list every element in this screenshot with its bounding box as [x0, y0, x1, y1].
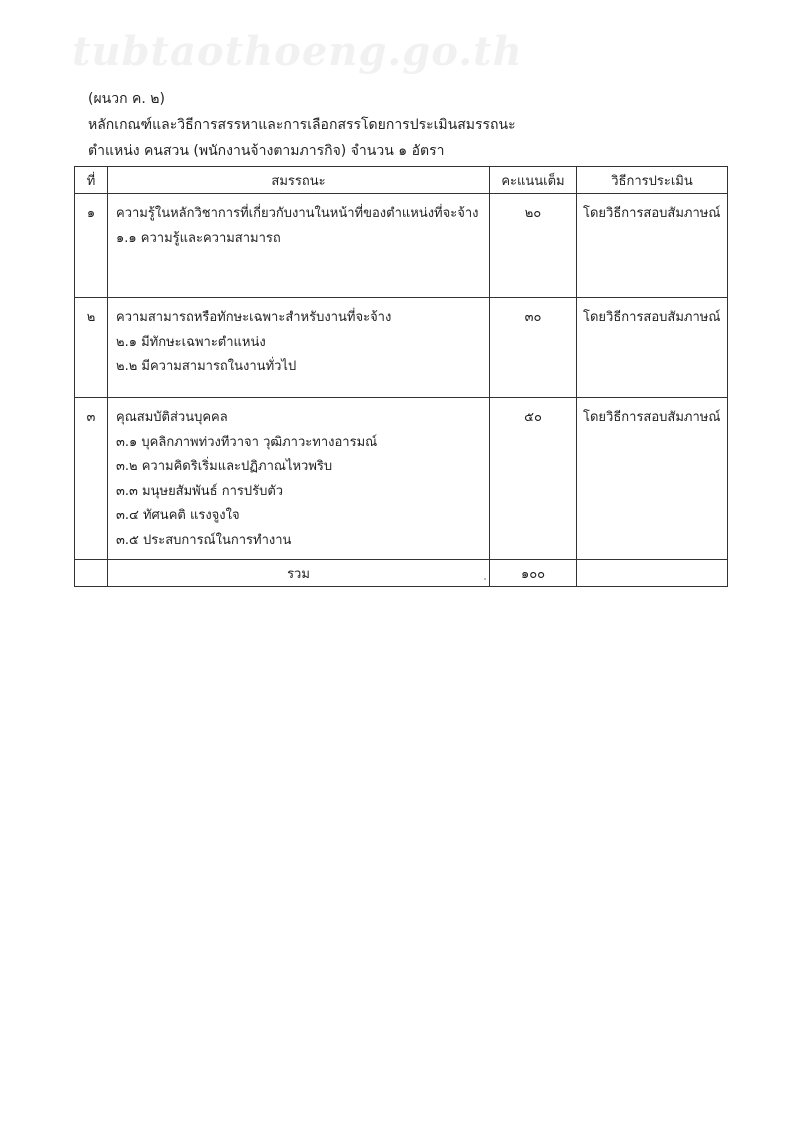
total-row: [75, 560, 728, 587]
competency-cell: [108, 398, 490, 560]
watermark-text: tubtaothoeng.go.th: [72, 28, 523, 75]
col-header-no: ที่: [75, 167, 108, 194]
table-header-row: [75, 167, 728, 194]
col-header-competency: สมรรถนะ: [108, 167, 490, 194]
col-header-full-score: คะแนนเต็ม: [490, 167, 577, 194]
score-cell: ๓๐: [490, 298, 577, 398]
competency-sub: ๓.๕ ประสบการณ์ในการทำงาน: [116, 532, 292, 548]
competency-table: [74, 166, 728, 587]
method-cell: โดยวิธีการสอบสัมภาษณ์: [577, 194, 728, 298]
competency-sub: ๓.๓ มนุษยสัมพันธ์ การปรับตัว: [116, 483, 284, 499]
competency-cell: [108, 194, 490, 298]
total-empty-cell: [75, 560, 108, 587]
competency-main: ความสามารถหรือทักษะเฉพาะสำหรับงานที่จะจ้าง: [116, 310, 392, 325]
table-row: [75, 398, 728, 560]
row-number: ๒: [75, 298, 108, 398]
total-method-empty: [577, 560, 728, 587]
table-row: [75, 298, 728, 398]
competency-sub: ๒.๒ มีความสามารถในงานทั่วไป: [116, 359, 297, 374]
document-header: [88, 86, 516, 164]
competency-main: ความรู้ในหลักวิชาการที่เกี่ยวกับงานในหน้าที่ของตำแหน่งที่จะจ้าง: [116, 206, 479, 221]
competency-cell: [108, 298, 490, 398]
table-row: [75, 194, 728, 298]
score-cell: ๒๐: [490, 194, 577, 298]
annex-label: (ผนวก ค. ๒): [88, 91, 165, 107]
competency-sub: ๓.๒ ความคิดริเริ่มและปฏิภาณไหวพริบ: [116, 459, 333, 474]
position-line: ตำแหน่ง คนสวน (พนักงานจ้างตามภารกิจ) จำนวน ๑ อัตรา: [88, 143, 445, 159]
competency-sub: ๑.๑ ความรู้และความสามารถ: [116, 230, 281, 246]
total-score: ๑๐๐: [490, 560, 577, 587]
competency-sub: ๒.๑ มีทักษะเฉพาะตำแหน่ง: [116, 334, 266, 350]
score-cell: ๕๐: [490, 398, 577, 560]
total-label: รวม: [108, 560, 490, 587]
scan-speck: [484, 578, 486, 580]
method-cell: โดยวิธีการสอบสัมภาษณ์: [577, 398, 728, 560]
document-title: หลักเกณฑ์และวิธีการสรรหาและการเลือกสรรโดยการประเมินสมรรถนะ: [88, 117, 516, 133]
row-number: ๑: [75, 194, 108, 298]
competency-sub: ๓.๔ ทัศนคติ แรงจูงใจ: [116, 508, 240, 523]
col-header-method: วิธีการประเมิน: [577, 167, 728, 194]
row-number: ๓: [75, 398, 108, 560]
competency-main: คุณสมบัติส่วนบุคคล: [116, 410, 228, 425]
method-cell: โดยวิธีการสอบสัมภาษณ์: [577, 298, 728, 398]
competency-sub: ๓.๑ บุคลิกภาพท่วงทีวาจา วุฒิภาวะทางอารมณ์: [116, 434, 378, 450]
